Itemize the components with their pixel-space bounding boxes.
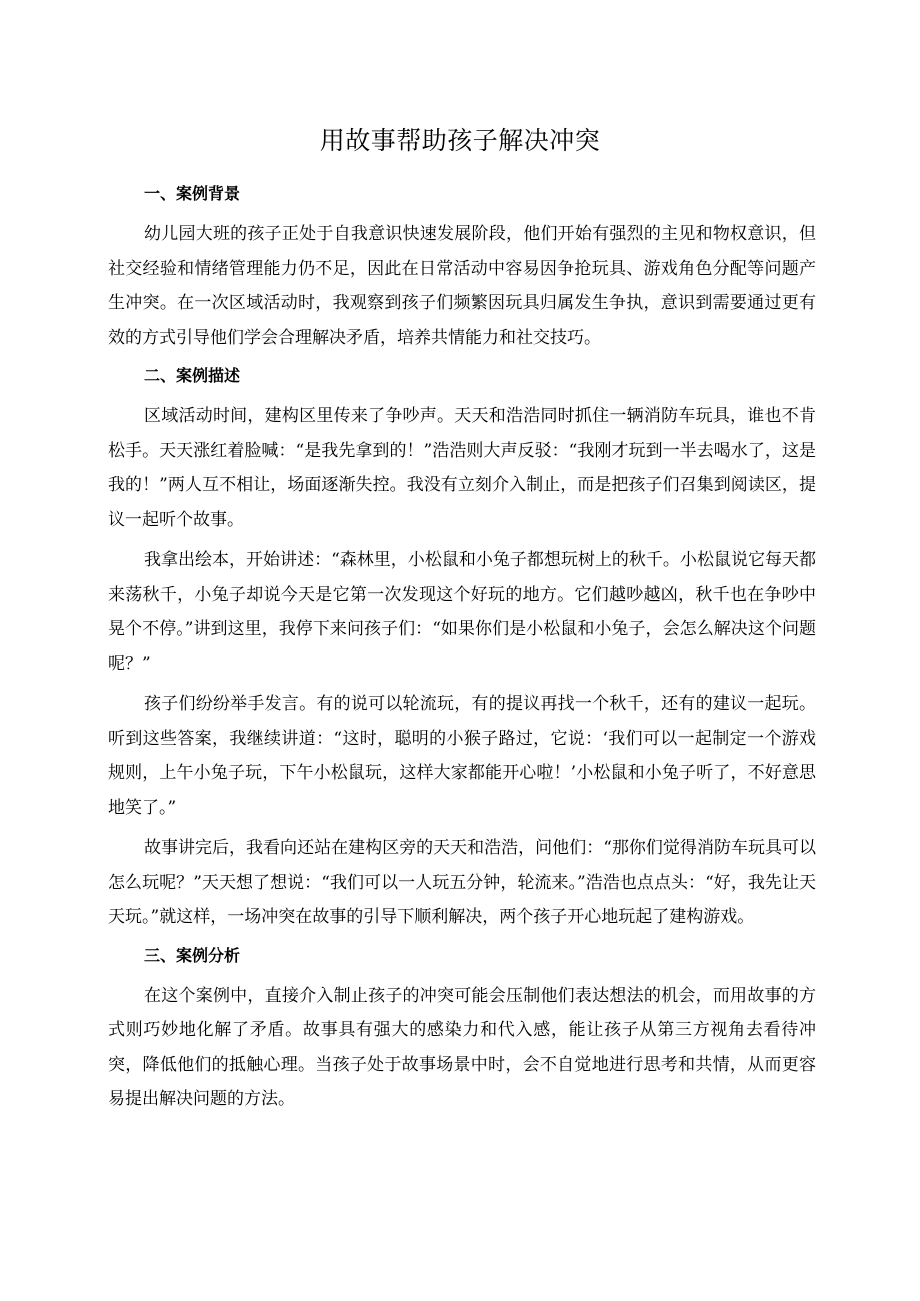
paragraph: 在这个案例中，直接介入制止孩子的冲突可能会压制他们表达想法的机会，而用故事的方式则巧妙地化解了矛盾。故事具有强大的感染力和代入感，能让孩子从第三方视角去看待冲突，降低他们的抵触心理。当孩子处于故事场景中时，会不自觉地进行思考和共情，从而更容易提出解决问题的方法。 bbox=[108, 985, 816, 1109]
paragraph: 区域活动时间，建构区里传来了争吵声。天天和浩浩同时抓住一辆消防车玩具，谁也不肯松手。天天涨红着脸喊：“是我先拿到的！”浩浩则大声反驳：“我刚才玩到一半去喝水了，这是我的！”两人互不相让，场面逐渐失控。我没有立刻介入制止，而是把孩子们召集到阅读区，提议一起听个故事。 bbox=[108, 406, 816, 530]
section-background bbox=[108, 183, 816, 355]
document-title: 用故事帮助孩子解决冲突 bbox=[319, 126, 601, 155]
paragraph: 孩子们纷纷举手发言。有的说可以轮流玩，有的提议再找一个秋千，还有的建议一起玩。听到这些答案，我继续讲道：“这时，聪明的小猴子路过，它说：‘我们可以一起制定一个游戏规则，上午小兔子玩，下午小松鼠玩，这样大家都能开心啦！’小松鼠和小兔子听了，不好意思地笑了。” bbox=[108, 694, 816, 818]
section-analysis bbox=[108, 945, 816, 1117]
paragraph: 故事讲完后，我看向还站在建构区旁的天天和浩浩，问他们：“那你们觉得消防车玩具可以怎么玩呢？”天天想了想说：“我们可以一人玩五分钟，轮流来。”浩浩也点点头：“好，我先让天天玩。”就这样，一场冲突在故事的引导下顺利解决，两个孩子开心地玩起了建构游戏。 bbox=[108, 838, 816, 927]
paragraph: 我拿出绘本，开始讲述：“森林里，小松鼠和小兔子都想玩树上的秋千。小松鼠说它每天都来荡秋千，小兔子却说今天是它第一次发现这个好玩的地方。它们越吵越凶，秋千也在争吵中晃个不停。”讲到这里，我停下来问孩子们：“如果你们是小松鼠和小兔子，会怎么解决这个问题呢？” bbox=[108, 550, 816, 674]
paragraph: 幼儿园大班的孩子正处于自我意识快速发展阶段，他们开始有强烈的主见和物权意识，但社交经验和情绪管理能力仍不足，因此在日常活动中容易因争抢玩具、游戏角色分配等问题产生冲突。在一次区域活动时，我观察到孩子们频繁因玩具归属发生争执，意识到需要通过更有效的方式引导他们学会合理解决矛盾，培养共情能力和社交技巧。 bbox=[108, 224, 816, 348]
section-heading: 一、案例背景 bbox=[144, 184, 241, 203]
section-heading: 二、案例描述 bbox=[144, 366, 241, 385]
section-heading: 三、案例分析 bbox=[144, 945, 241, 965]
section-description bbox=[108, 365, 816, 935]
document-body bbox=[108, 183, 816, 1123]
